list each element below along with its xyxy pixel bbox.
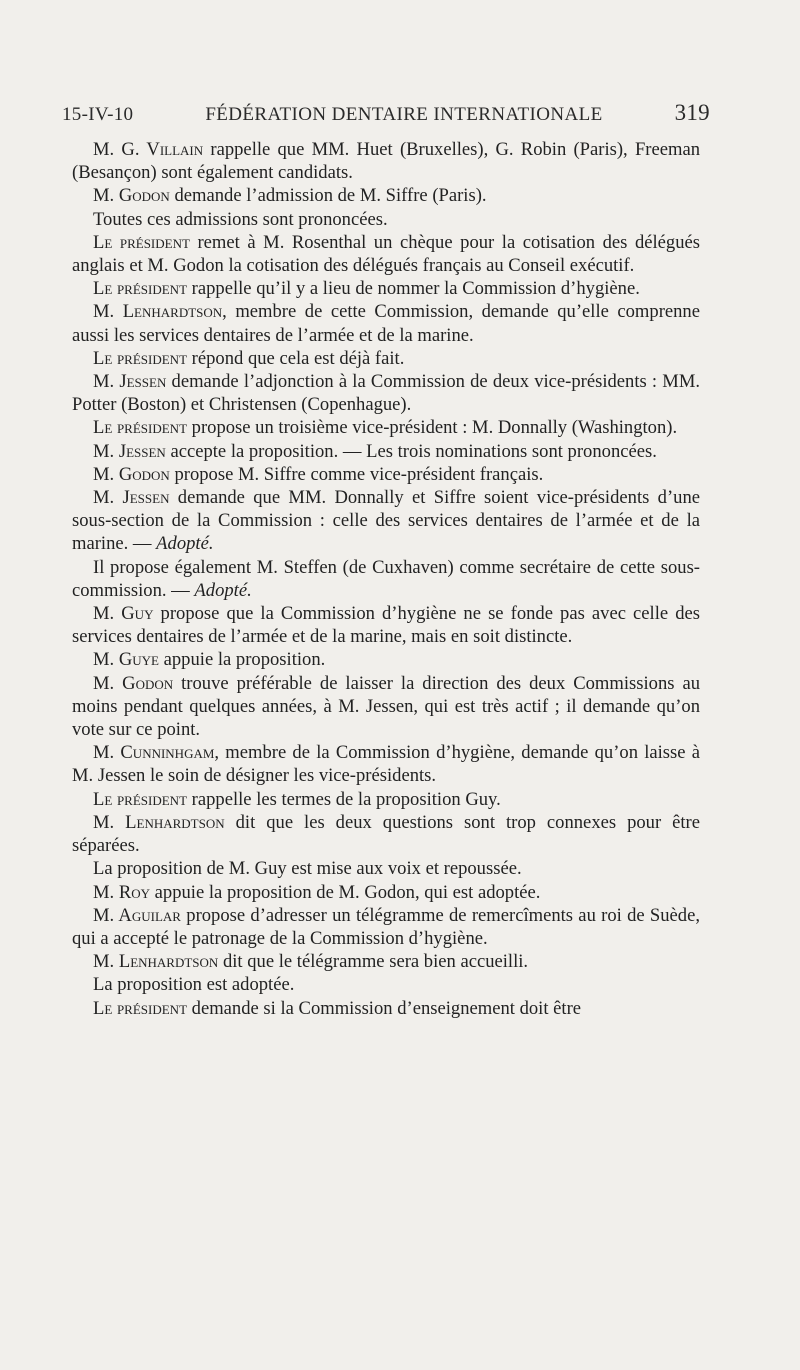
paragraph [72, 440, 700, 463]
speaker-name: Le président [93, 278, 188, 300]
speaker-name: M. Jessen [93, 371, 167, 393]
paragraph-text: dit que le télégramme sera bien accueilli. [218, 951, 529, 973]
paragraph-text: , membre de la Commission d’hygiène, demande qu’on laisse à M. Jessen le soin de désigner les vice-présidents. [72, 742, 700, 787]
paragraph [72, 602, 700, 648]
paragraph-emphasis: Adopté. [194, 579, 252, 601]
paragraph [72, 788, 700, 811]
speaker-name: M. Aguilar [93, 904, 181, 926]
paragraph-text: appuie la proposition de M. Godon, qui est adoptée. [150, 881, 541, 903]
paragraph-text: propose d’adresser un télégramme de remercîments au roi de Suède, qui a accepté le patronage de la Commission d’hygiène. [72, 904, 701, 949]
paragraph [72, 416, 700, 439]
page-body [72, 138, 700, 1020]
speaker-name: M. Lenhardtson [93, 301, 223, 323]
paragraph-emphasis: Adopté. [156, 533, 214, 555]
paragraph-text: La proposition est adoptée. [93, 974, 295, 996]
paragraph [72, 857, 700, 880]
paragraph [72, 463, 700, 486]
paragraph-text: Il propose également M. Steffen (de Cuxhaven) comme secrétaire de cette sous-commission. — [72, 556, 700, 601]
paragraph [72, 672, 700, 742]
speaker-name: M. Cunninhgam [93, 742, 215, 764]
paragraph-text: trouve préférable de laisser la direction des deux Commissions au moins pendant quelques années, à M. Jessen, qui est très actif ; il demande qu’on vote sur ce point. [72, 672, 701, 741]
speaker-name: M. Godon [93, 463, 170, 485]
paragraph [72, 184, 700, 207]
paragraph-text: propose M. Siffre comme vice-président français. [169, 463, 544, 485]
paragraph-text: La proposition de M. Guy est mise aux voix et repoussée. [93, 858, 522, 880]
speaker-name: M. Lenhardtson [93, 811, 225, 833]
paragraph [72, 904, 700, 950]
paragraph [72, 997, 700, 1020]
speaker-name: M. Godon [93, 185, 170, 207]
speaker-name: M. Guy [93, 603, 154, 625]
paragraph-text: , membre de cette Commission, demande qu’elle comprenne aussi les services dentaires de l’armée et de la marine. [72, 301, 700, 346]
paragraph [72, 811, 700, 857]
paragraph-text: rappelle les termes de la proposition Guy. [187, 788, 501, 810]
paragraph [72, 208, 700, 231]
speaker-name: M. G. Villain [93, 139, 204, 160]
header-title: FÉDÉRATION DENTAIRE INTERNATIONALE [205, 104, 603, 125]
header-date: 15-IV-10 [62, 104, 134, 125]
speaker-name: Le président [93, 788, 188, 810]
running-header [62, 100, 710, 126]
speaker-name: Le président [93, 231, 190, 253]
paragraph [72, 231, 700, 277]
paragraph [72, 973, 700, 996]
paragraph [72, 370, 700, 416]
paragraph-text: accepte la proposition. — Les trois nominations sont prononcées. [165, 440, 657, 462]
paragraph [72, 277, 700, 300]
speaker-name: M. Jessen [93, 487, 170, 509]
speaker-name: Le président [93, 417, 188, 439]
speaker-name: M. Godon [93, 672, 174, 694]
paragraph-text: rappelle que MM. Huet (Bruxelles), G. Robin (Paris), Freeman (Besançon) sont également candidats. [72, 139, 701, 184]
paragraph-text: répond que cela est déjà fait. [187, 347, 405, 369]
speaker-name: M. Lenhardtson [93, 951, 219, 973]
speaker-name: M. Guye [93, 649, 159, 671]
paragraph-text: demande l’adjonction à la Commission de deux vice-présidents : MM. Potter (Boston) et Christensen (Copenhague). [72, 371, 701, 416]
paragraph-text: demande l’admission de M. Siffre (Paris). [169, 185, 487, 207]
paragraph-text: demande si la Commission d’enseignement doit être [187, 997, 582, 1019]
paragraph-text: demande que MM. Donnally et Siffre soient vice-présidents d’une sous-section de la Commission : celle des services dentaires de l’armée et de la marine. — [72, 487, 701, 555]
paragraph-text: propose que la Commission d’hygiène ne se fonde pas avec celle des services dentaires de l’armée et de la marine, mais en soit distincte. [72, 603, 700, 648]
paragraph-text: Toutes ces admissions sont prononcées. [93, 208, 388, 230]
paragraph [72, 648, 700, 671]
paragraph [72, 300, 700, 346]
speaker-name: Le président [93, 997, 188, 1019]
paragraph [72, 950, 700, 973]
speaker-name: M. Jessen [93, 440, 166, 462]
paragraph-text: dit que les deux questions sont trop connexes pour être séparées. [72, 811, 700, 857]
paragraph [72, 138, 700, 184]
paragraph-text: remet à M. Rosenthal un chèque pour la cotisation des délégués anglais et M. Godon la cotisation des délégués français au Conseil exécutif. [72, 231, 700, 277]
paragraph-text: rappelle qu’il y a lieu de nommer la Commission d’hygiène. [187, 278, 640, 300]
page-number: 319 [674, 100, 710, 125]
speaker-name: M. Roy [93, 881, 151, 903]
paragraph [72, 486, 700, 556]
paragraph [72, 556, 700, 602]
paragraph [72, 741, 700, 787]
paragraph-text: propose un troisième vice-président : M. Donnally (Washington). [187, 417, 678, 439]
paragraph [72, 881, 700, 904]
speaker-name: Le président [93, 347, 188, 369]
paragraph [72, 347, 700, 370]
paragraph-text: appuie la proposition. [158, 649, 326, 671]
